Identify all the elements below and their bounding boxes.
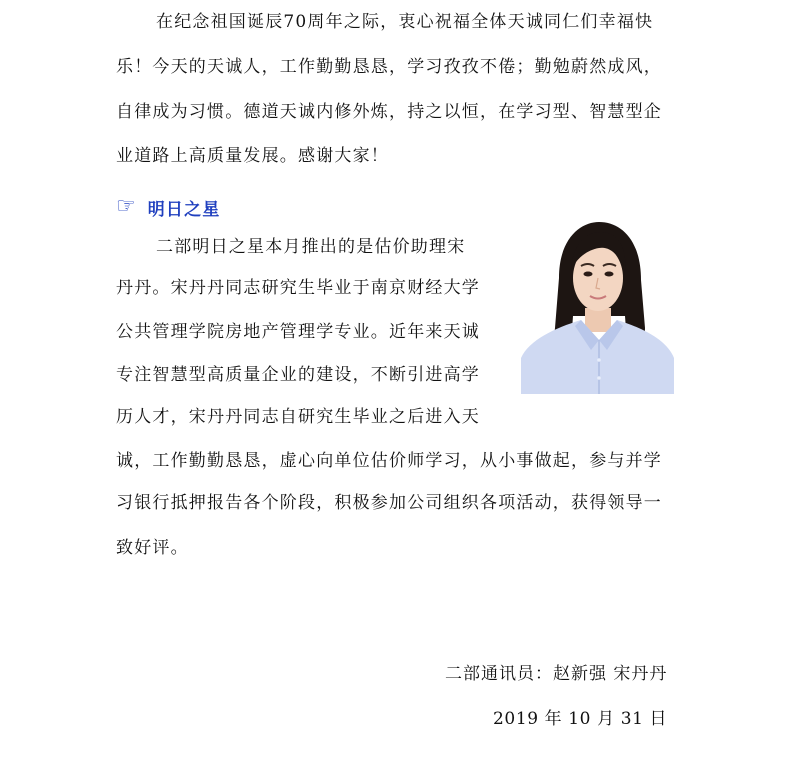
section-heading [116, 195, 221, 219]
profile-line-8: 致好评。 [116, 538, 189, 558]
intro-line-4: 业道路上高质量发展。感谢大家！ [116, 146, 389, 166]
correspondent-signature: 二部通讯员：赵新强 宋丹丹 [445, 664, 668, 684]
profile-line-6: 诚，工作勤勤恳恳，虚心向单位估价师学习，从小事做起，参与并学 [116, 451, 662, 471]
intro-line-1: 在纪念祖国诞辰70周年之际，衷心祝福全体天诚同仁们幸福快 [156, 12, 654, 32]
profile-line-1: 二部明日之星本月推出的是估价助理宋 [156, 237, 466, 257]
profile-line-4: 专注智慧型高质量企业的建设，不断引进高学 [116, 365, 480, 385]
intro-line-2: 乐！今天的天诚人，工作勤勤恳恳，学习孜孜不倦；勤勉蔚然成风， [116, 57, 662, 77]
profile-line-2: 丹丹。宋丹丹同志研究生毕业于南京财经大学 [116, 278, 480, 298]
pointing-hand-icon: ☞ [116, 194, 136, 219]
intro-line-3: 自律成为习惯。德道天诚内修外炼，持之以恒，在学习型、智慧型企 [116, 102, 662, 122]
publish-date: 2019 年 10 月 31 日 [493, 709, 668, 729]
profile-line-7: 习银行抵押报告各个阶段，积极参加公司组织各项活动，获得领导一 [116, 493, 662, 513]
profile-photo [521, 220, 674, 394]
profile-line-3: 公共管理学院房地产管理学专业。近年来天诚 [116, 322, 480, 342]
profile-line-5: 历人才，宋丹丹同志自研究生毕业之后进入天 [116, 407, 480, 427]
section-title: 明日之星 [147, 199, 221, 220]
